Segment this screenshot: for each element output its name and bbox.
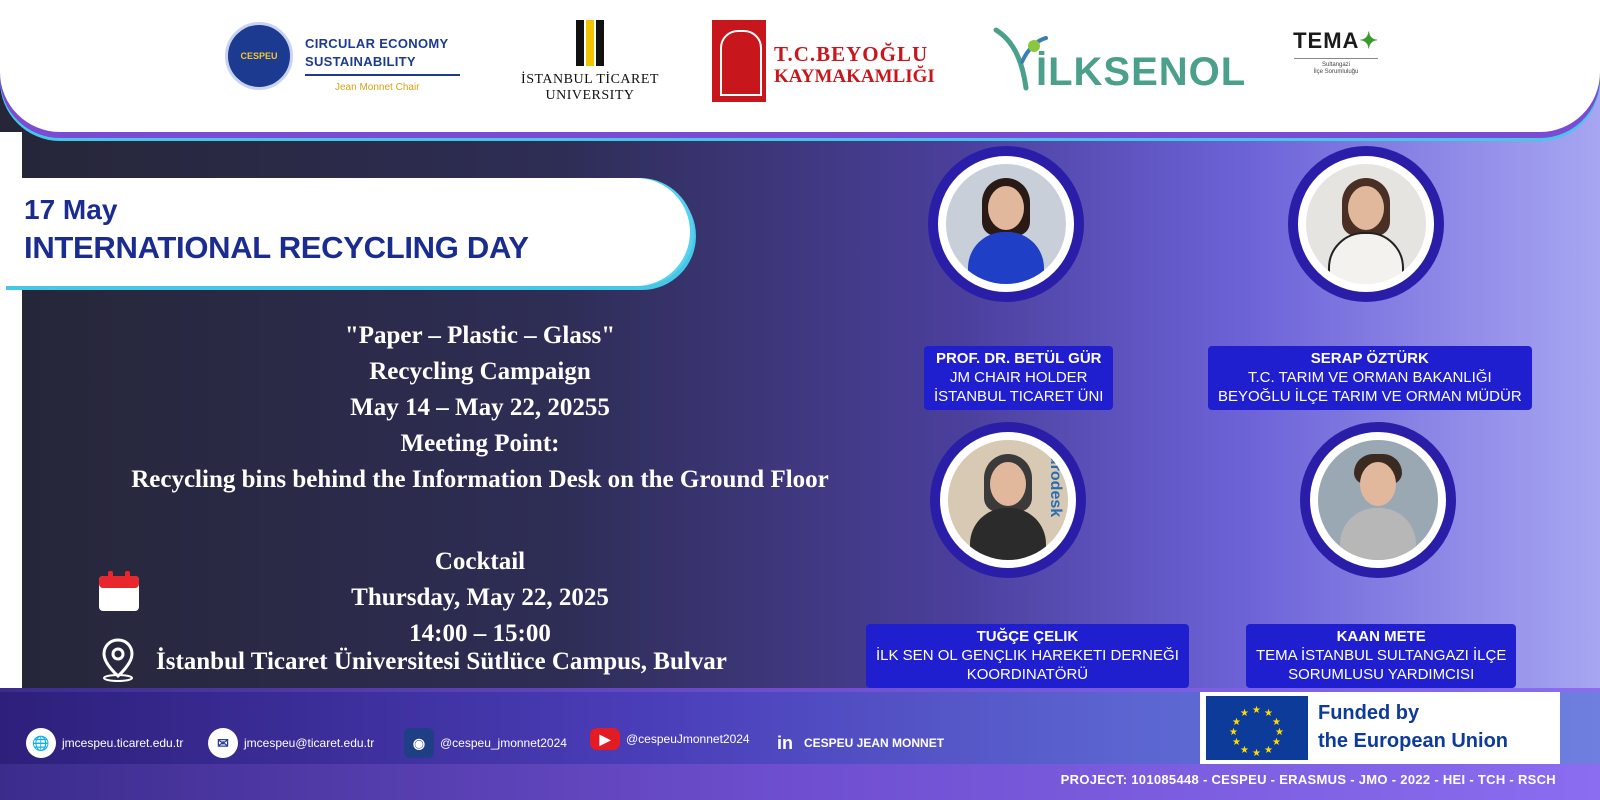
youtube-icon: ▶ (590, 728, 620, 750)
tema-sub1: Sultangazi (1321, 62, 1351, 68)
leaf-icon: ✦ (1359, 28, 1379, 53)
speaker-role: T.C. TARIM VE ORMAN BAKANLIĞI (1248, 369, 1492, 386)
speaker-caption-kaan (1246, 624, 1516, 688)
speaker-caption-serap (1208, 346, 1532, 410)
campaign-dates: May 14 – May 22, 20255 (350, 394, 610, 421)
itu-name-line2: UNIVERSITY (545, 88, 635, 103)
eu-funding-badge (1200, 692, 1560, 764)
calendar-icon (98, 570, 140, 612)
linkedin-link[interactable] (772, 728, 944, 758)
beyoglu-line2: KAYMAKAMLIĞI (774, 66, 935, 87)
cespeu-line2: SUSTAINABILITY (305, 54, 416, 69)
campaign-block (40, 318, 920, 498)
speaker-role: İLK SEN OL GENÇLIK HAREKETI DERNEĞI (876, 647, 1179, 664)
cocktail-location: İstanbul Ticaret Üniversitesi Sütlüce Campus, Bulvar (156, 648, 727, 675)
cocktail-time: 14:00 – 15:00 (409, 620, 551, 647)
speaker-caption-tugce (866, 624, 1189, 688)
eurodesk-backdrop: eurodesk (1047, 446, 1064, 518)
youtube-link[interactable] (590, 728, 750, 750)
logo-header (0, 0, 1600, 132)
instagram-icon: ◉ (404, 728, 434, 758)
speaker-org: SORUMLUSU YARDIMCISI (1288, 666, 1475, 683)
speaker-org: KOORDINATÖRÜ (966, 666, 1089, 683)
campaign-line1: "Paper – Plastic – Glass" (344, 322, 616, 349)
cespeu-seal-icon: CESPEU (225, 22, 293, 90)
cespeu-logo (225, 22, 465, 102)
linkedin-icon: in (777, 732, 793, 753)
tema-sub2: İlçe Sorumluluğu (1313, 69, 1359, 75)
globe-icon: 🌐 (26, 728, 56, 758)
ilksenol-text: İLKSENOL (1036, 50, 1247, 94)
cocktail-date: Thursday, May 22, 2025 (351, 584, 609, 611)
cocktail-title: Cocktail (434, 548, 526, 575)
speaker-role: JM CHAIR HOLDER (949, 369, 1088, 386)
speaker-caption-betul (924, 346, 1113, 410)
meeting-point-text: Recycling bins behind the Information Desk on the Ground Floor (131, 466, 829, 493)
itu-name-line1: İSTANBUL TİCARET (521, 72, 659, 87)
eu-flag-icon: ★ ★ ★ ★ ★ ★ ★ ★ ★ ★ ★ ★ (1206, 696, 1308, 760)
beyoglu-logo (712, 20, 952, 104)
campaign-line2: Recycling Campaign (369, 358, 591, 385)
speaker-photo-serap (1288, 146, 1444, 302)
meeting-point-label: Meeting Point: (400, 430, 560, 457)
tema-text: TEMA✦ (1293, 28, 1379, 53)
beyoglu-crest-icon (712, 20, 766, 102)
speaker-org: BEYOĞLU İLÇE TARIM VE ORMAN MÜDÜR (1218, 388, 1522, 405)
cocktail-block (140, 544, 820, 652)
istanbul-ticaret-logo (515, 20, 665, 105)
event-date: 17 May (24, 194, 118, 225)
event-title: INTERNATIONAL RECYCLING DAY (24, 230, 529, 265)
speaker-photo-tugce (930, 422, 1086, 578)
instagram-link[interactable] (404, 728, 567, 758)
tema-divider (1294, 58, 1378, 59)
envelope-icon: ✉ (208, 728, 238, 758)
project-code: PROJECT: 101085448 - CESPEU - ERASMUS - JMO - 2022 - HEI - TCH - RSCH (1060, 772, 1556, 787)
itu-mark-icon (572, 20, 608, 66)
email-link[interactable] (208, 728, 374, 758)
speaker-photo-betul (928, 146, 1084, 302)
speaker-name: SERAP ÖZTÜRK (1310, 350, 1429, 367)
title-banner (0, 178, 690, 286)
speaker-photo-kaan (1300, 422, 1456, 578)
location-pin-icon (100, 638, 136, 682)
email-text: jmcespeu@ticaret.edu.tr (244, 736, 375, 750)
cespeu-line3: Jean Monnet Chair (335, 82, 420, 93)
ilksenol-logo (992, 22, 1262, 102)
cespeu-line1: CIRCULAR ECONOMY (305, 36, 449, 51)
speaker-org: İSTANBUL TICARET ÜNI (934, 388, 1104, 405)
eu-line2: the European Union (1318, 730, 1508, 752)
eu-line1: Funded by (1318, 702, 1420, 724)
website-link[interactable] (26, 728, 183, 758)
instagram-text: @cespeu_jmonnet2024 (440, 736, 567, 750)
tema-logo (1288, 28, 1384, 98)
beyoglu-line1: T.C.BEYOĞLU (774, 42, 929, 66)
speaker-name: TUĞÇE ÇELIK (976, 628, 1079, 645)
linkedin-text: CESPEU JEAN MONNET (804, 736, 945, 750)
speaker-role: TEMA İSTANBUL SULTANGAZI İLÇE (1256, 647, 1507, 664)
speaker-name: PROF. DR. BETÜL GÜR (935, 350, 1102, 367)
website-text: jmcespeu.ticaret.edu.tr (62, 736, 184, 750)
speaker-name: KAAN METE (1336, 628, 1426, 645)
youtube-text: @cespeuJmonnet2024 (626, 732, 750, 746)
cespeu-divider (305, 74, 460, 76)
